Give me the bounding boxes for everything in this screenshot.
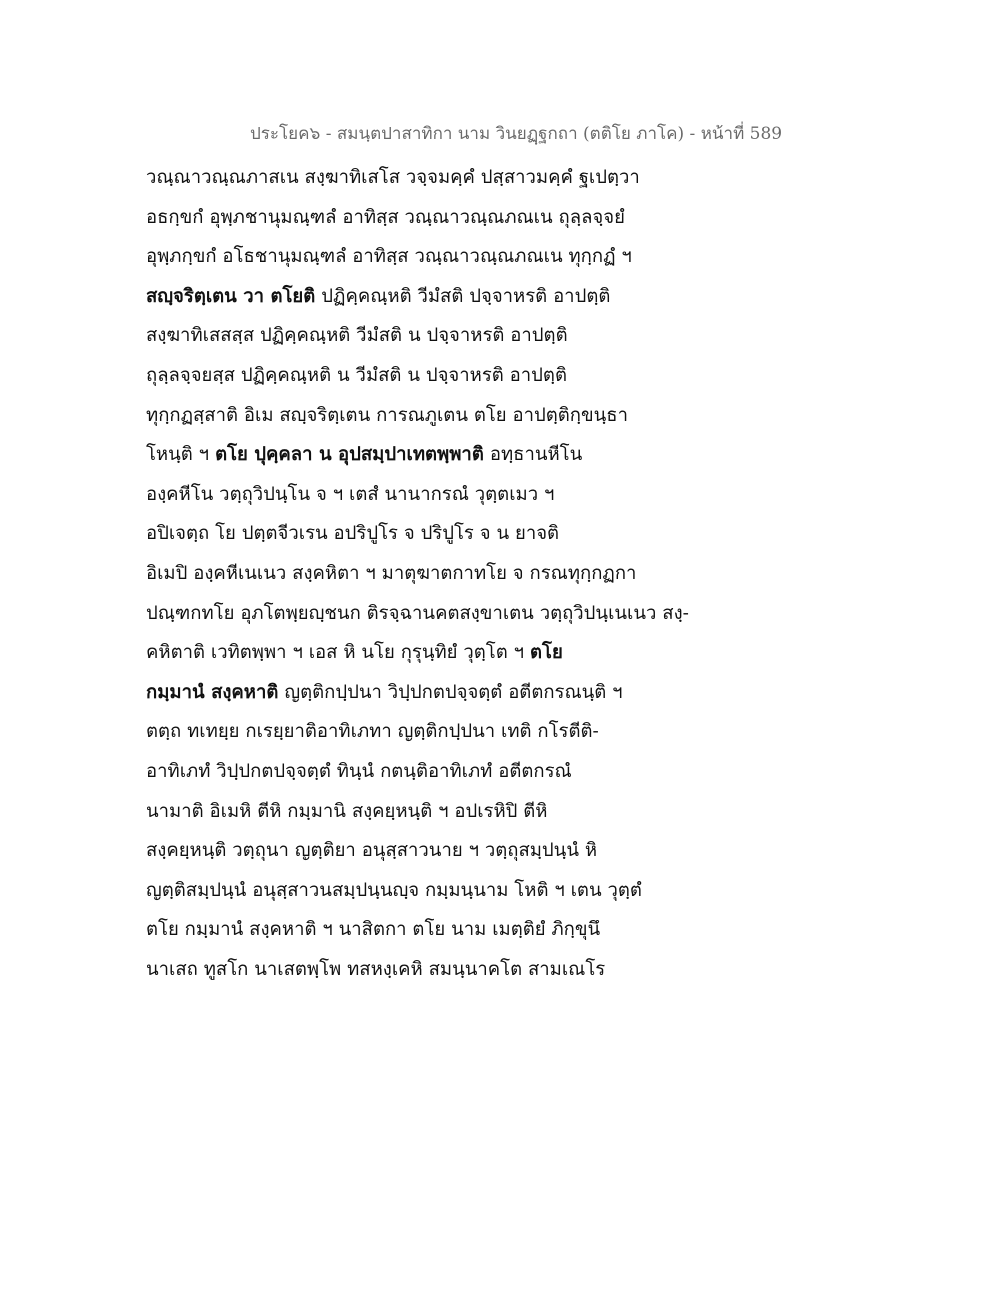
text-segment: ปฏิคฺคณฺหติ วีมํสติ ปจฺจาหรติ อาปตฺติ <box>321 285 611 307</box>
text-line <box>146 831 706 871</box>
text-segment: วณฺณาวณฺณภาสเน สงฺฆาทิเสโส วจฺจมคฺคํ ปสฺสาวมคฺคํ ฐเปตฺวา <box>146 167 640 188</box>
text-segment: ถุลฺลจฺจยสฺส ปฏิคฺคณฺหติ น วีมํสติ น ปจฺจาหรติ อาปตฺติ <box>146 364 567 386</box>
text-segment: ตตฺถ ทเทยฺย กเรยฺยาติอาทิเภทา ญตฺติกปฺปนา เทติ กโรตีติ- <box>146 721 599 743</box>
text-line <box>146 356 706 396</box>
text-segment: ปณฺฑกทโย อุภโตพฺยญฺชนก ติรจฺฉานคตสงฺขาเตน วตฺถุวิปนฺเนเนว สงฺ- <box>146 602 689 624</box>
page-header: ประโยค๖ - สมนฺตปาสาทิกา นาม วินยฏฺฐกถา (ตติโย ภาโค) - หน้าที่ 589 <box>250 124 783 144</box>
text-line <box>146 198 706 238</box>
text-line <box>146 792 706 832</box>
text-line <box>146 237 706 277</box>
bold-text-segment: ตโย ปุคฺคลา น อุปสมฺปาเทตพฺพาติ <box>215 444 484 466</box>
text-line <box>146 554 706 594</box>
text-segment: ตโย กมฺมานํ สงฺคหาติ ฯ นาสิตกา ตโย นาม เมตฺติยํ ภิกฺขุนึ <box>146 919 601 941</box>
text-line <box>146 633 706 673</box>
text-line <box>146 158 706 198</box>
text-segment: คหิตาติ เวทิตพฺพา ฯ เอส หิ นโย กุรุนฺทิยํ วุตฺโต ฯ <box>146 642 525 664</box>
text-segment: อุพฺภกฺขกํ อโธชานุมณฺฑลํ อาทิสฺส วณฺณาวณฺณภณเน ทุกฺกฏํ ฯ <box>146 246 632 268</box>
text-segment: อทฺธานหีโน <box>489 444 583 466</box>
text-segment: สงฺฆาทิเสสสฺส ปฏิคฺคณฺหติ วีมํสติ น ปจฺจาหรติ อาปตฺติ <box>146 325 568 347</box>
text-line <box>146 712 706 752</box>
text-line <box>146 396 706 436</box>
text-line <box>146 673 706 713</box>
text-segment: นามาติ อิเมหิ ตีหิ กมฺมานิ สงฺคยฺหนฺติ ฯ อปเรหิปิ ตีหิ <box>146 800 548 822</box>
text-segment: อิเมปิ องฺคหีเนเนว สงฺคหิตา ฯ มาตุฆาตกาทโย จ กรณทุกฺกฏกา <box>146 562 637 584</box>
text-segment: นาเสถ ทูสโก นาเสตพฺโพ ทสหงฺเคหิ สมนฺนาคโต สามเณโร <box>146 958 606 980</box>
text-segment: อธกฺขกํ อุพฺภชานุมณฺฑลํ อาทิสฺส วณฺณาวณฺณภณเน ถุลฺลจฺจยํ <box>146 206 625 228</box>
text-line <box>146 752 706 792</box>
text-line <box>146 514 706 554</box>
text-segment: โหนฺติ ฯ <box>146 444 210 466</box>
text-line <box>146 316 706 356</box>
text-line <box>146 475 706 515</box>
text-segment: ญตฺติสมฺปนฺนํ อนุสฺสาวนสมฺปนฺนญฺจ กมฺมนฺนาม โหติ ฯ เตน วุตฺตํ <box>146 879 642 901</box>
bold-text-segment: สญฺจริตฺเตน วา ตโยติ <box>146 285 316 307</box>
body-text <box>146 158 706 989</box>
text-line <box>146 910 706 950</box>
text-line <box>146 950 706 990</box>
text-line <box>146 594 706 634</box>
text-segment: สงฺคยฺหนฺติ วตฺถุนา ญตฺติยา อนุสฺสาวนาย ฯ วตฺถุสมฺปนฺนํ หิ <box>146 840 598 862</box>
text-line <box>146 277 706 317</box>
text-segment: อาทิเภทํ วิปฺปกตปจฺจตฺตํ ทินฺนํ กตนฺติอาทิเภทํ อตีตกรณํ <box>146 760 572 782</box>
text-line <box>146 435 706 475</box>
bold-text-segment: ตโย <box>530 642 563 664</box>
text-segment: องฺคหีโน วตฺถุวิปนฺโน จ ฯ เตสํ นานากรณํ วุตฺตเมว ฯ <box>146 483 555 505</box>
text-line <box>146 871 706 911</box>
text-segment: ญตฺติกปฺปนา วิปฺปกตปจฺจตฺตํ อตีตกรณนฺติ ฯ <box>284 681 623 703</box>
bold-text-segment: กมฺมานํ สงฺคหาติ <box>146 681 279 703</box>
text-segment: ทุกฺกฏสฺสาติ อิเม สญฺจริตฺเตน การณภูเตน ตโย อาปตฺติกฺขนฺธา <box>146 404 628 426</box>
text-segment: อปิเจตฺถ โย ปตฺตจีวเรน อปริปูโร จ ปริปูโร จ น ยาจติ <box>146 523 560 545</box>
